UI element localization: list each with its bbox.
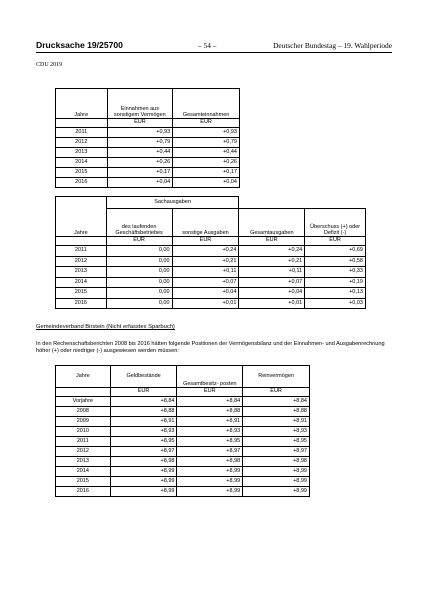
table-row: [56, 457, 310, 467]
value-cell: +0,79: [173, 138, 240, 148]
unit-label: EUR: [173, 119, 240, 128]
value-cell: +8,99: [243, 487, 310, 497]
value-cell: +8,95: [110, 437, 177, 447]
party-label: CDU 2019: [36, 62, 63, 68]
page-number: – 54 –: [198, 41, 217, 50]
table-header-row: [56, 366, 310, 388]
year-cell: 2013: [56, 148, 108, 158]
value-cell: +8,93: [110, 427, 177, 437]
year-cell: 2013: [56, 457, 111, 467]
value-cell: +0,04: [239, 288, 305, 299]
value-cell: 0,00: [106, 267, 172, 278]
value-cell: +8,99: [177, 487, 243, 497]
value-cell: +0,93: [107, 128, 173, 138]
column-header: Gesamteinnahmen: [173, 89, 240, 119]
value-cell: 0,00: [106, 256, 172, 267]
table-row: [56, 256, 366, 267]
table-row: [56, 417, 310, 427]
value-cell: +8,91: [177, 417, 243, 427]
column-header: des laufenden Geschäftsbetriebes: [106, 209, 172, 237]
value-cell: +8,84: [243, 397, 310, 407]
value-cell: +0,01: [172, 298, 239, 309]
value-cell: 0,00: [106, 246, 172, 257]
value-cell: +8,99: [177, 477, 243, 487]
assets-table: [55, 365, 310, 497]
year-cell: 2016: [56, 178, 108, 188]
year-cell: 2009: [56, 417, 111, 427]
column-header: Einnahmen aus sonstigem Vermögen: [107, 89, 173, 119]
table-row: [56, 178, 240, 188]
year-cell: 2011: [56, 246, 107, 257]
value-cell: +0,07: [239, 277, 305, 288]
year-cell: Vorjahre: [56, 397, 111, 407]
value-cell: +0,04: [172, 288, 239, 299]
year-cell: 2015: [56, 477, 111, 487]
income-table: [55, 88, 240, 188]
table-row: [56, 168, 240, 178]
table-header-row: [56, 89, 240, 119]
table-row: [56, 128, 240, 138]
table-row: [56, 407, 310, 417]
value-cell: +0,44: [107, 148, 173, 158]
value-cell: +8,84: [110, 397, 177, 407]
year-cell: 2011: [56, 128, 108, 138]
unit-row: [56, 388, 310, 397]
table-row: [56, 267, 366, 278]
column-header: Jahre: [56, 197, 107, 237]
value-cell: +8,99: [110, 487, 177, 497]
value-cell: +8,98: [110, 457, 177, 467]
value-cell: 0,00: [106, 277, 172, 288]
value-cell: +8,88: [177, 407, 243, 417]
value-cell: +8,98: [177, 457, 243, 467]
value-cell: 0,00: [106, 298, 172, 309]
year-cell: 2014: [56, 277, 107, 288]
table-row: [56, 487, 310, 497]
year-cell: 2011: [56, 437, 111, 447]
value-cell: +0,44: [173, 148, 240, 158]
table-row: [56, 277, 366, 288]
unit-label: EUR: [106, 237, 172, 246]
value-cell: +0,04: [173, 178, 240, 188]
value-cell: +0,13: [305, 288, 366, 299]
column-header: Jahre: [56, 366, 111, 388]
column-header: Reinvermögen: [243, 366, 310, 388]
column-header: Jahre: [56, 89, 108, 119]
table-row: [56, 158, 240, 168]
year-cell: 2010: [56, 427, 111, 437]
unit-row: [56, 119, 240, 128]
value-cell: +0,24: [172, 246, 239, 257]
table-row: [56, 397, 310, 407]
table-row: [56, 427, 310, 437]
value-cell: +8,93: [177, 427, 243, 437]
value-cell: +8,99: [110, 477, 177, 487]
table-row: [56, 298, 366, 309]
year-cell: 2012: [56, 447, 111, 457]
parliament-label: Deutscher Bundestag – 19. Wahlperiode: [273, 41, 392, 50]
column-header: Überschuss (+) oder Defizit (-): [305, 209, 366, 237]
year-cell: 2015: [56, 168, 108, 178]
year-cell: 2014: [56, 158, 108, 168]
table-row: [56, 148, 240, 158]
value-cell: +8,84: [177, 397, 243, 407]
unit-label: EUR: [177, 388, 243, 397]
expenses-table: [55, 196, 366, 309]
unit-label: EUR: [239, 237, 305, 246]
value-cell: +8,88: [243, 407, 310, 417]
value-cell: +8,88: [110, 407, 177, 417]
value-cell: +0,17: [107, 168, 173, 178]
value-cell: +8,99: [110, 467, 177, 477]
value-cell: +8,91: [243, 417, 310, 427]
value-cell: +0,01: [239, 298, 305, 309]
column-header: Geldbestände: [110, 366, 177, 388]
body-paragraph: In den Rechenschaftsberichten 2008 bis 2016 hätten folgende Positionen der Vermögensbilanz und der Einnahmen- und Ausgabenrechnung höher (+) oder niedriger (-) ausgewiesen werden müssen:: [36, 341, 385, 355]
value-cell: +0,21: [239, 256, 305, 267]
value-cell: +8,91: [110, 417, 177, 427]
unit-label: EUR: [110, 388, 177, 397]
value-cell: +8,99: [243, 467, 310, 477]
table-group-header-row: [56, 197, 366, 209]
value-cell: +0,07: [172, 277, 239, 288]
value-cell: +0,33: [305, 267, 366, 278]
year-cell: 2015: [56, 288, 107, 299]
value-cell: +0,11: [239, 267, 305, 278]
value-cell: +0,11: [172, 267, 239, 278]
section-title: Gemeindeverband Birstein (Nicht erfasstes Sparbuch): [36, 324, 175, 330]
value-cell: +8,95: [243, 437, 310, 447]
value-cell: +0,19: [305, 277, 366, 288]
value-cell: +8,99: [177, 467, 243, 477]
table-row: [56, 246, 366, 257]
year-cell: 2016: [56, 487, 111, 497]
value-cell: +8,93: [243, 427, 310, 437]
year-cell: 2008: [56, 407, 111, 417]
value-cell: +0,24: [239, 246, 305, 257]
column-header: sonstige Ausgaben: [172, 209, 239, 237]
value-cell: +8,99: [243, 477, 310, 487]
value-cell: 0,00: [106, 288, 172, 299]
value-cell: +0,69: [305, 246, 366, 257]
value-cell: +8,98: [243, 457, 310, 467]
value-cell: +0,26: [107, 158, 173, 168]
table-row: [56, 447, 310, 457]
value-cell: +0,04: [107, 178, 173, 188]
value-cell: +0,58: [305, 256, 366, 267]
unit-row: [56, 237, 366, 246]
year-cell: 2012: [56, 256, 107, 267]
value-cell: +0,21: [172, 256, 239, 267]
value-cell: +8,97: [110, 447, 177, 457]
value-cell: +8,95: [177, 437, 243, 447]
value-cell: +8,97: [243, 447, 310, 457]
year-cell: 2012: [56, 138, 108, 148]
value-cell: +0,93: [173, 128, 240, 138]
unit-label: EUR: [305, 237, 366, 246]
unit-label: EUR: [172, 237, 239, 246]
table-row: [56, 138, 240, 148]
column-header: Gesamtbesitz- posten: [177, 366, 243, 388]
year-cell: 2013: [56, 267, 107, 278]
unit-label: EUR: [243, 388, 310, 397]
unit-label: EUR: [107, 119, 173, 128]
group-header: Sachausgaben: [106, 197, 239, 209]
column-header: Gesamtausgaben: [239, 209, 305, 237]
value-cell: +0,79: [107, 138, 173, 148]
document-number: Drucksache 19/25700: [36, 40, 123, 50]
table-row: [56, 477, 310, 487]
table-row: [56, 467, 310, 477]
page-header: [36, 40, 392, 52]
value-cell: +0,03: [305, 298, 366, 309]
value-cell: +0,26: [173, 158, 240, 168]
table-row: [56, 437, 310, 447]
header-rule: [36, 52, 392, 53]
year-cell: 2014: [56, 467, 111, 477]
table-row: [56, 288, 366, 299]
year-cell: 2016: [56, 298, 107, 309]
value-cell: +8,97: [177, 447, 243, 457]
value-cell: +0,17: [173, 168, 240, 178]
